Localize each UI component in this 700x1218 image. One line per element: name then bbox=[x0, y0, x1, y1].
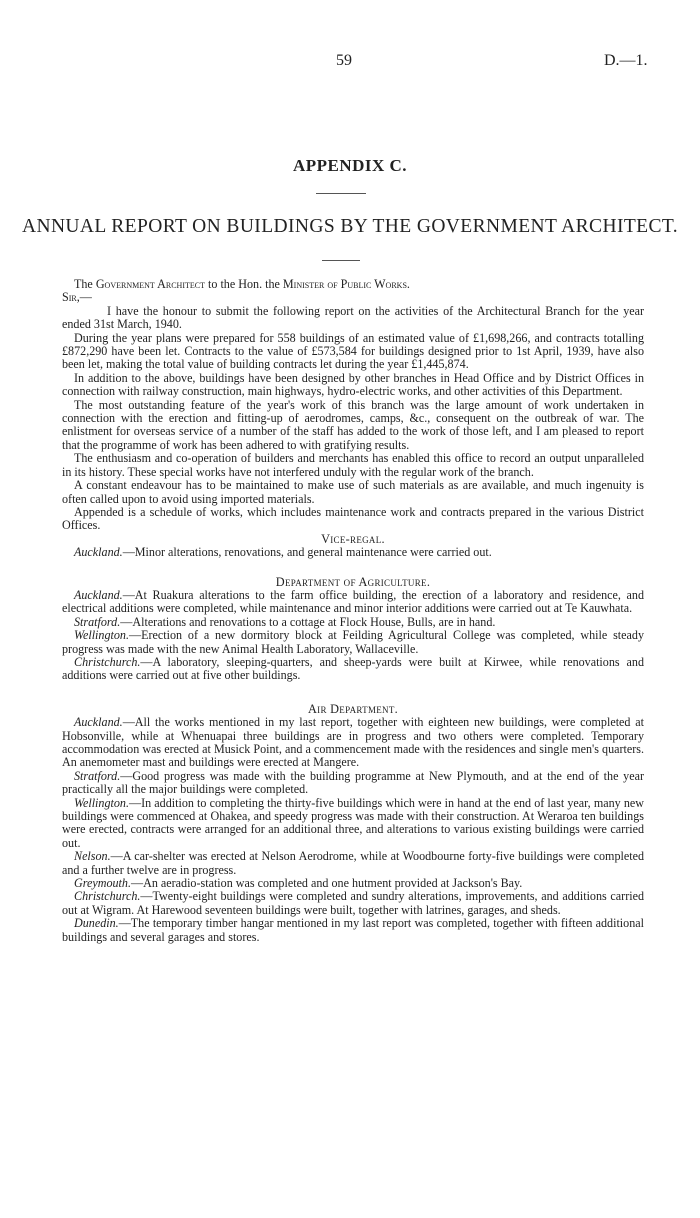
paragraph: The most outstanding feature of the year's work of this branch was the large amount of work undertaken in connection with the erection and fitting-up of aerodromes, camps, &c., consequent on the outbreak of war. The enlistment for overseas service of a number of the staff has added to the work of those left, and I am pleased to report that the programme of work has been adhered to with gratifying results. bbox=[62, 397, 644, 452]
district-name: Greymouth. bbox=[74, 876, 131, 891]
district-name: Auckland. bbox=[74, 545, 123, 560]
paragraph: Appended is a schedule of works, which includes maintenance work and contracts prepared in the various District Offices. bbox=[62, 504, 644, 533]
district-name: Wellington. bbox=[74, 795, 129, 810]
district-entry: Wellington.—In addition to completing the thirty-five buildings which were in hand at the end of last year, many new buildings were commenced at Ohakea, and speedy progress was made with their construction. At Weraroa ten buildings were erected, contracts were arranged for an additional three, and alterations to various existing buildings were carried out. bbox=[62, 795, 644, 850]
district-name: Auckland. bbox=[74, 715, 123, 730]
district-name: Christchurch. bbox=[74, 889, 141, 904]
district-name: Auckland. bbox=[74, 587, 123, 602]
district-entry: Nelson.—A car-shelter was erected at Nelson Aerodrome, while at Woodbourne forty-five buildings were completed and a further twelve are in progress. bbox=[62, 849, 644, 877]
paragraph: In addition to the above, buildings have been designed by other branches in Head Office and by District Offices in connection with railway construction, main highways, hydro-electric works, and other activities of this Department. bbox=[62, 370, 644, 399]
district-entry: Stratford.—Alterations and renovations to a cottage at Flock House, Bulls, are in hand. bbox=[74, 614, 496, 629]
district-entry: Christchurch.—A laboratory, sleeping-quarters, and sheep-yards were built at Kirwee, while renovations and additions were carried out at five other buildings. bbox=[62, 654, 644, 683]
district-entry: Auckland.—At Ruakura alterations to the farm office building, the erection of a laboratory and residence, and electrical additions were completed, while maintenance and minor interior additions were carried out at Te Kauwhata. bbox=[62, 587, 644, 616]
district-entry: Greymouth.—An aeradio-station was completed and one hutment provided at Jackson's Bay. bbox=[74, 876, 523, 891]
section-heading-air: Air Department. bbox=[307, 701, 399, 716]
district-name: Stratford. bbox=[74, 614, 121, 629]
paragraph: During the year plans were prepared for 558 buildings of an estimated value of £1,698,266, and contracts totalling £872,290 have been let. Contracts to the value of £573,584 for buildings designed prior to 1st April, 1939, have also been let, making the total value of building contracts let during the year £1,445,874. bbox=[62, 330, 644, 372]
district-name: Wellington. bbox=[74, 628, 129, 643]
paragraph: The enthusiasm and co-operation of builders and merchants has enabled this office to record an output unparalleled in its history. These special works have not interfered unduly with the regular work of the branch. bbox=[62, 451, 644, 479]
district-name: Christchurch. bbox=[74, 654, 141, 669]
address-line: The Government Architect to the Hon. the Minister of Public Works. bbox=[74, 277, 410, 291]
section-heading-vice-regal: Vice-regal. bbox=[321, 531, 385, 546]
paragraph: I have the honour to submit the following report on the activities of the Architectural Branch for the year ended 31st March, 1940. bbox=[62, 303, 644, 332]
sender: Government Architect bbox=[95, 277, 205, 291]
district-name: Stratford. bbox=[74, 768, 121, 783]
page-number: 59 bbox=[336, 52, 352, 69]
salutation: Sir,— bbox=[62, 290, 92, 305]
document-code: D.—1. bbox=[604, 52, 648, 69]
district-entry: Auckland.—All the works mentioned in my last report, together with eighteen new buildings, were completed at Hobsonville, while at Whenuapai three buildings are in progress and two others were completed. Temporary accommodation was erected at Musick Point, and a commencement made with the residences and single men's quarters. An anemometer mast and buildings were erected at Mangere. bbox=[62, 715, 644, 770]
recipient: Minister of Public Works bbox=[282, 277, 407, 291]
district-name: Nelson. bbox=[74, 849, 111, 864]
district-entry: Christchurch.—Twenty-eight buildings were completed and sundry alterations, improvements, and additions carried out at Wigram. At Harewood seventeen buildings were built, together with latrines, garages, and sheds. bbox=[62, 889, 644, 917]
appendix-title: APPENDIX C. bbox=[292, 156, 408, 175]
paragraph: A constant endeavour has to be maintained to make use of such materials as are available, and much ingenuity is often called upon to avoid using imported materials. bbox=[62, 478, 644, 506]
divider bbox=[316, 193, 366, 194]
district-entry: Wellington.—Erection of a new dormitory block at Feilding Agricultural College was completed, while steady progress was made with the new Animal Health Laboratory, Wallaceville. bbox=[62, 628, 644, 656]
report-body bbox=[62, 278, 644, 944]
section-heading-agriculture: Department of Agriculture. bbox=[275, 574, 431, 589]
report-title: ANNUAL REPORT ON BUILDINGS BY THE GOVERNMENT ARCHITECT. bbox=[21, 216, 679, 237]
district-entry: Stratford.—Good progress was made with the building programme at New Plymouth, and at the end of the year practically all the major buildings were completed. bbox=[62, 768, 644, 797]
district-entry: Auckland.—Minor alterations, renovations, and general maintenance were carried out. bbox=[74, 545, 492, 560]
district-name: Dunedin. bbox=[74, 916, 119, 931]
district-entry: Dunedin.—The temporary timber hangar mentioned in my last report was completed, together with fifteen additional buildings and several garages and stores. bbox=[62, 916, 644, 944]
divider bbox=[322, 260, 360, 261]
